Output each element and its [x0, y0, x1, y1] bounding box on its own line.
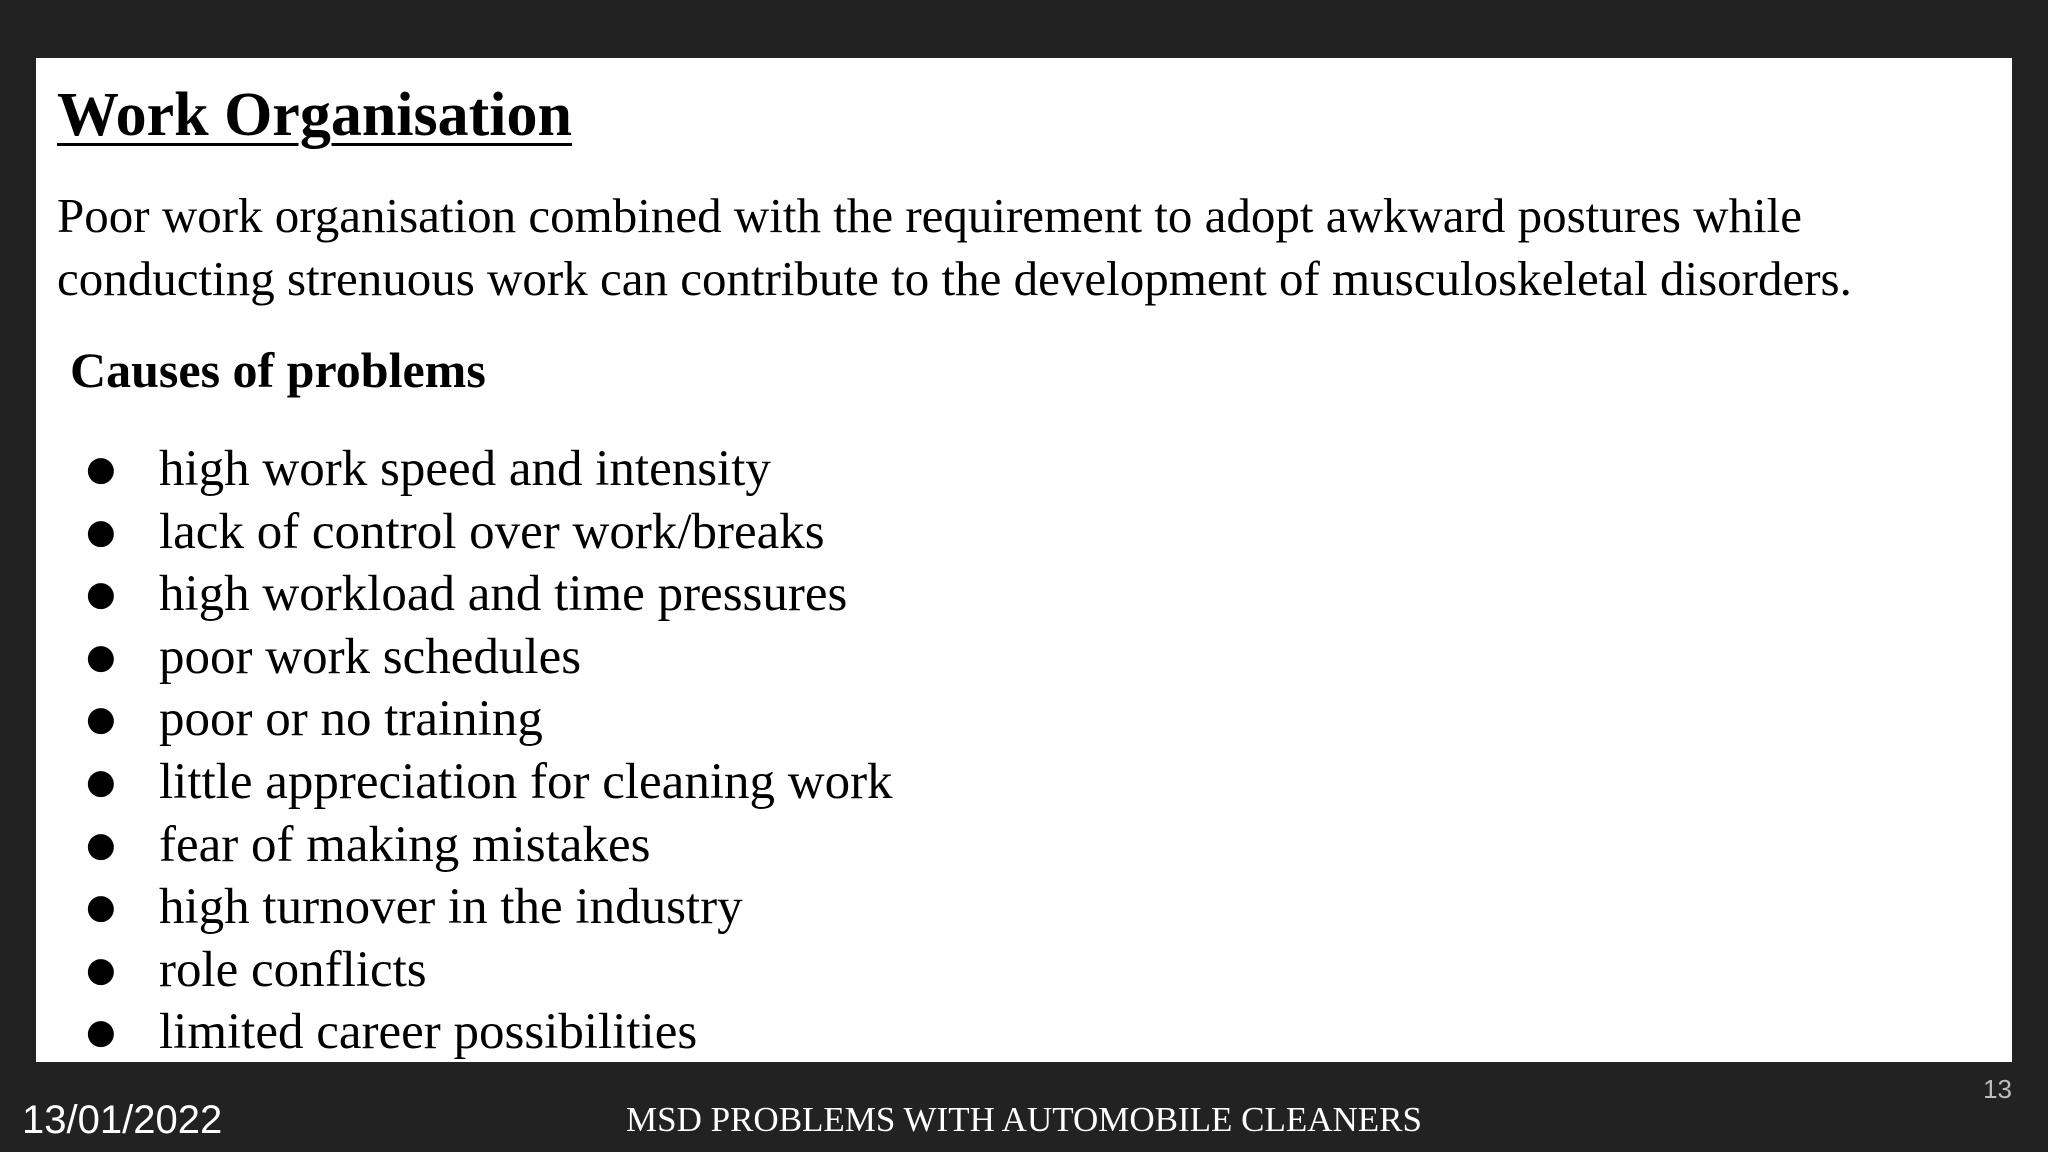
list-item-text: high workload and time pressures	[159, 566, 848, 623]
list-item-text: little appreciation for cleaning work	[159, 753, 893, 810]
footer-date: 13/01/2022	[22, 1098, 223, 1142]
footer-title: MSD PROBLEMS WITH AUTOMOBILE CLEANERS	[626, 1100, 1422, 1139]
bullet-icon: ●	[86, 824, 116, 865]
bullet-icon: ●	[86, 511, 116, 552]
bullet-icon: ●	[86, 949, 116, 990]
causes-heading: Causes of problems	[70, 342, 486, 398]
bullet-icon: ●	[86, 887, 116, 928]
slide-number: 13	[1983, 1074, 2012, 1104]
bullet-icon: ●	[86, 449, 116, 489]
slide-panel	[36, 58, 2012, 1062]
list-item-text: poor or no training	[159, 691, 543, 748]
bullet-icon: ●	[86, 574, 116, 615]
bullet-icon: ●	[86, 1012, 116, 1053]
bullet-icon: ●	[86, 699, 116, 740]
bullet-icon: ●	[86, 761, 116, 802]
slide-title: Work Organisation	[57, 81, 573, 149]
intro-paragraph: Poor work organisation combined with the requirement to adopt awkward postures while conducting strenuous work can contribute to the development of musculoskeletal disorders.	[57, 188, 1852, 306]
list-item-text: fear of making mistakes	[159, 816, 651, 873]
list-item-text: high turnover in the industry	[159, 879, 743, 936]
bullet-icon: ●	[86, 636, 116, 677]
list-item-text: limited career possibilities	[159, 1004, 698, 1061]
list-item-text: role conflicts	[159, 941, 427, 998]
list-item-text: poor work schedules	[159, 628, 582, 685]
list-item-text: lack of control over work/breaks	[159, 503, 825, 560]
list-item-text: high work speed and intensity	[159, 441, 771, 497]
